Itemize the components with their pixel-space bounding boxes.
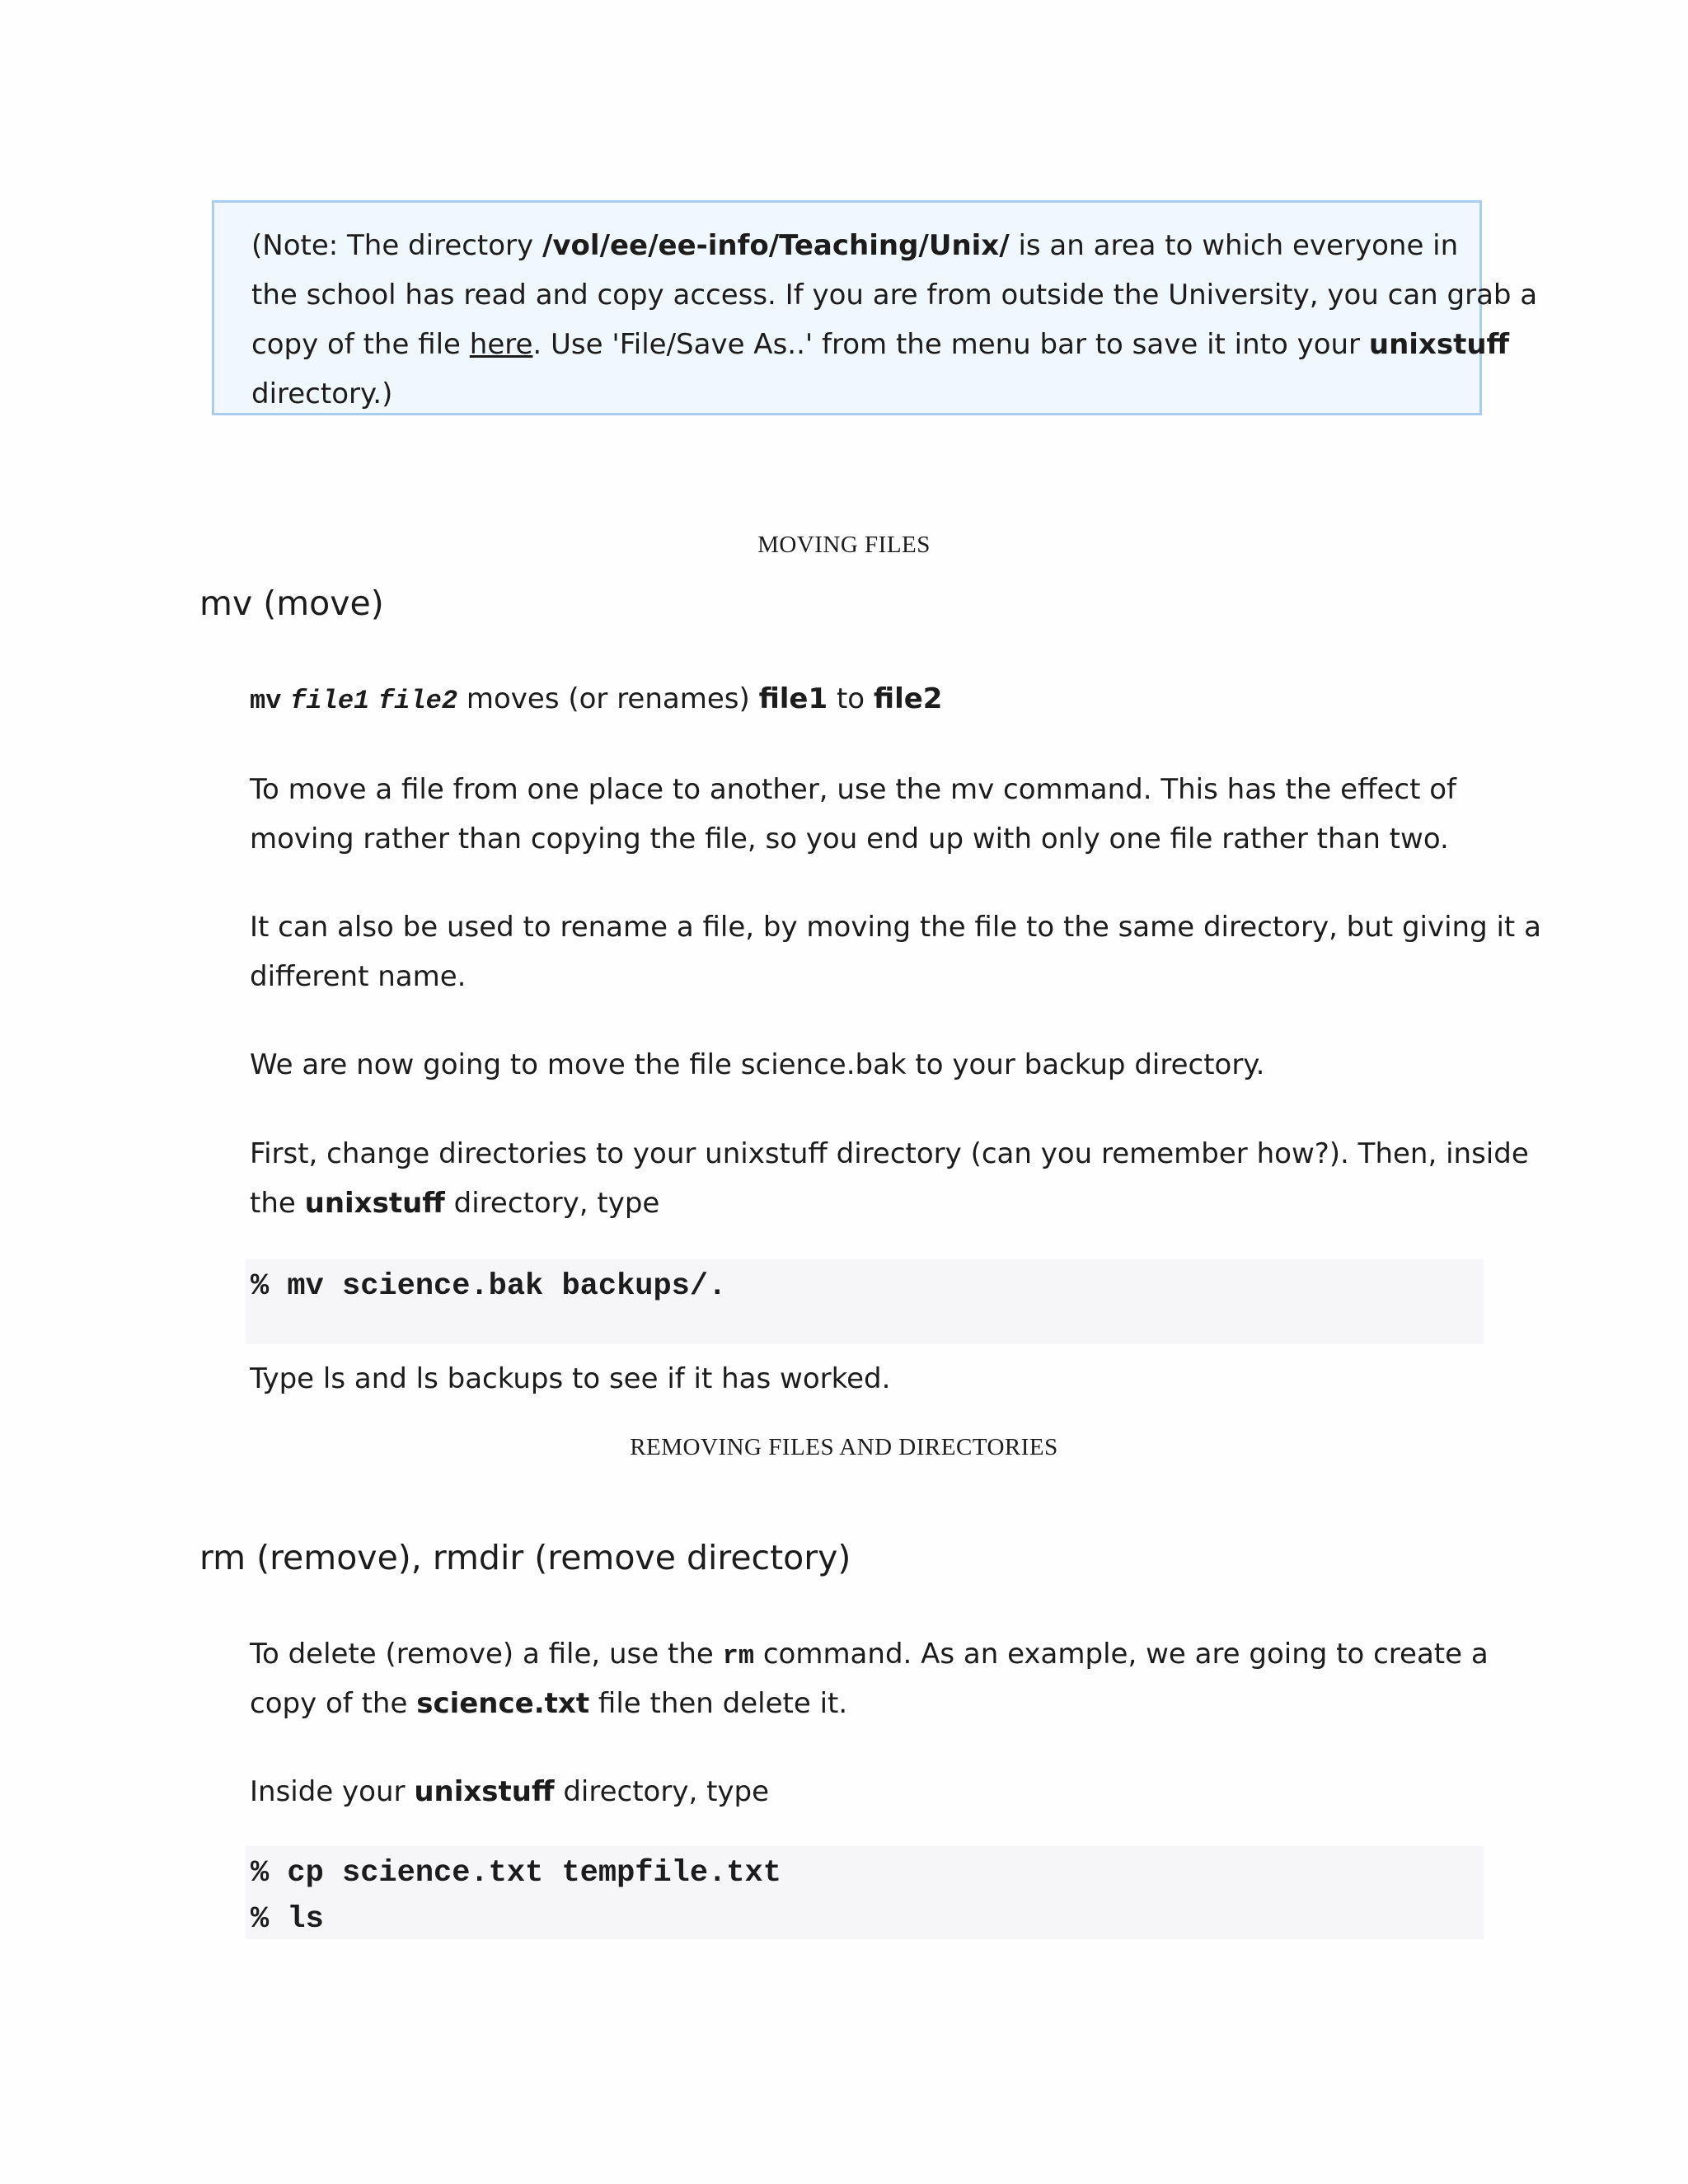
mv-code-line: % mv science.bak backups/. bbox=[251, 1269, 727, 1304]
mv-syntax-arg2: file2 bbox=[378, 686, 458, 716]
rm-code-line-2: % ls bbox=[251, 1902, 324, 1937]
note-text bbox=[251, 221, 1538, 419]
mv-paragraph-1: To move a file from one place to another, use the mv command. This has the effect of moving rather than copying the file, so you end up with only one file rather than two. bbox=[250, 773, 1457, 855]
note-line-1: (Note: The directory /vol/ee/ee-info/Teaching/Unix/ is an area to which everyone in bbox=[251, 229, 1459, 262]
mv-syntax-cmd: mv bbox=[250, 686, 282, 716]
note-directory-path: /vol/ee/ee-info/Teaching/Unix/ bbox=[542, 229, 1010, 262]
moving-files-caption: MOVING FILES bbox=[757, 532, 931, 558]
rm-paragraph-1: To delete (remove) a file, use the rm command. As an example, we are going to create a copy of the science.txt file then delete it. bbox=[250, 1638, 1489, 1720]
mv-syntax-arg1: file1 bbox=[290, 686, 370, 716]
note-line-3: copy of the file here. Use 'File/Save As..' from the menu bar to save it into your unixstuff bbox=[251, 328, 1510, 361]
here-link[interactable]: here bbox=[469, 328, 533, 361]
note-line-2: the school has read and copy access. If you are from outside the University, you can grab a bbox=[251, 279, 1538, 312]
mv-paragraph-3: We are now going to move the file science.bak to your backup directory. bbox=[250, 1048, 1265, 1081]
mv-heading: mv (move) bbox=[199, 583, 384, 623]
rm-inline-code: rm bbox=[722, 1641, 755, 1671]
note-unixstuff: unixstuff bbox=[1368, 328, 1510, 361]
mv-code-block bbox=[246, 1259, 1484, 1344]
rm-heading: rm (remove), rmdir (remove directory) bbox=[199, 1538, 851, 1577]
rm-code-line-1: % cp science.txt tempfile.txt bbox=[251, 1856, 781, 1891]
mv-paragraph-4: First, change directories to your unixstuff directory (can you remember how?). Then, inside the unixstuff directory, type bbox=[250, 1137, 1529, 1220]
mv-paragraph-5: Type ls and ls backups to see if it has worked. bbox=[250, 1362, 891, 1395]
rm-code-block bbox=[246, 1846, 1484, 1939]
rm-paragraph-2: Inside your unixstuff directory, type bbox=[250, 1775, 770, 1808]
note-line-4: directory.) bbox=[251, 377, 393, 410]
mv-syntax: mv file1 file2 moves (or renames) file1 to file2 bbox=[250, 682, 943, 716]
mv-paragraph-2: It can also be used to rename a file, by moving the file to the same directory, but giving it a different name. bbox=[250, 911, 1541, 993]
removing-files-caption: REMOVING FILES AND DIRECTORIES bbox=[630, 1434, 1058, 1460]
